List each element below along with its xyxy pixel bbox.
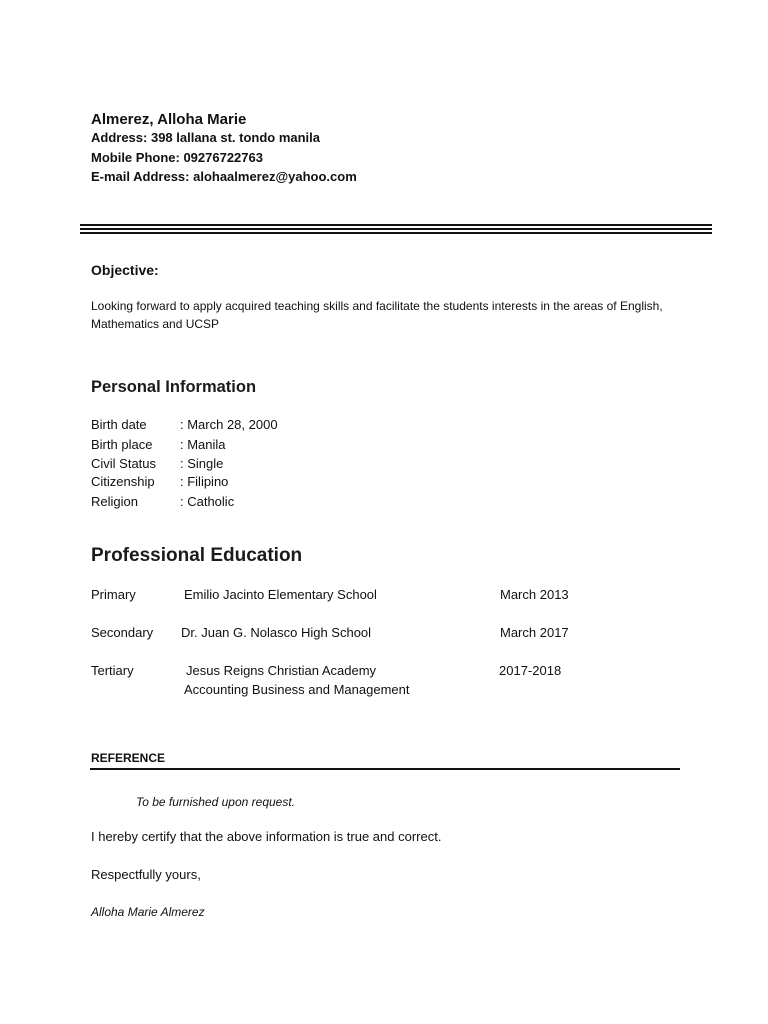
reference-note: To be furnished upon request.: [136, 795, 296, 809]
edu-level-primary: Primary: [91, 587, 136, 602]
header-divider-3: [80, 232, 712, 234]
edu-program-tertiary: Accounting Business and Management: [184, 682, 410, 697]
edu-date-tertiary: 2017-2018: [499, 663, 562, 678]
edu-school-secondary: Dr. Juan G. Nolasco High School: [181, 625, 372, 640]
info-label-citizenship: Citizenship: [91, 474, 155, 489]
edu-school-primary: Emilio Jacinto Elementary School: [184, 587, 377, 602]
signature-name: Alloha Marie Almerez: [91, 905, 205, 919]
info-label-religion: Religion: [91, 494, 138, 509]
edu-level-secondary: Secondary: [91, 625, 154, 640]
info-label-birth-place: Birth place: [91, 437, 153, 452]
address-line: Address: 398 lallana st. tondo manila: [91, 130, 321, 145]
education-heading: Professional Education: [91, 545, 303, 566]
closing-salutation: Respectfully yours,: [91, 867, 201, 882]
info-value-birth-place: : Manila: [180, 437, 226, 452]
edu-school-tertiary: Jesus Reigns Christian Academy: [186, 663, 377, 678]
header-divider-2: [80, 228, 712, 230]
info-value-religion: : Catholic: [180, 494, 235, 509]
reference-heading: REFERENCE: [91, 751, 166, 765]
info-label-birth-date: Birth date: [91, 417, 147, 432]
email-line: E-mail Address: alohaalmerez@yahoo.com: [91, 169, 357, 184]
info-value-civil-status: : Single: [180, 456, 224, 471]
header-divider-1: [80, 224, 712, 226]
info-label-civil-status: Civil Status: [91, 456, 157, 471]
reference-divider: [90, 768, 680, 770]
objective-heading: Objective:: [91, 262, 159, 278]
objective-text: Looking forward to apply acquired teaching skills and facilitate the students interests in the areas of English, Mathematics and UCSP: [91, 299, 663, 331]
info-value-birth-date: : March 28, 2000: [180, 417, 278, 432]
applicant-name: Almerez, Alloha Marie: [91, 111, 247, 128]
certification-statement: I hereby certify that the above information is true and correct.: [91, 829, 442, 844]
mobile-line: Mobile Phone: 09276722763: [91, 150, 263, 165]
personal-info-heading: Personal Information: [91, 378, 257, 396]
edu-date-secondary: March 2017: [500, 625, 569, 640]
edu-level-tertiary: Tertiary: [91, 663, 134, 678]
edu-date-primary: March 2013: [500, 587, 569, 602]
info-value-citizenship: : Filipino: [180, 474, 229, 489]
